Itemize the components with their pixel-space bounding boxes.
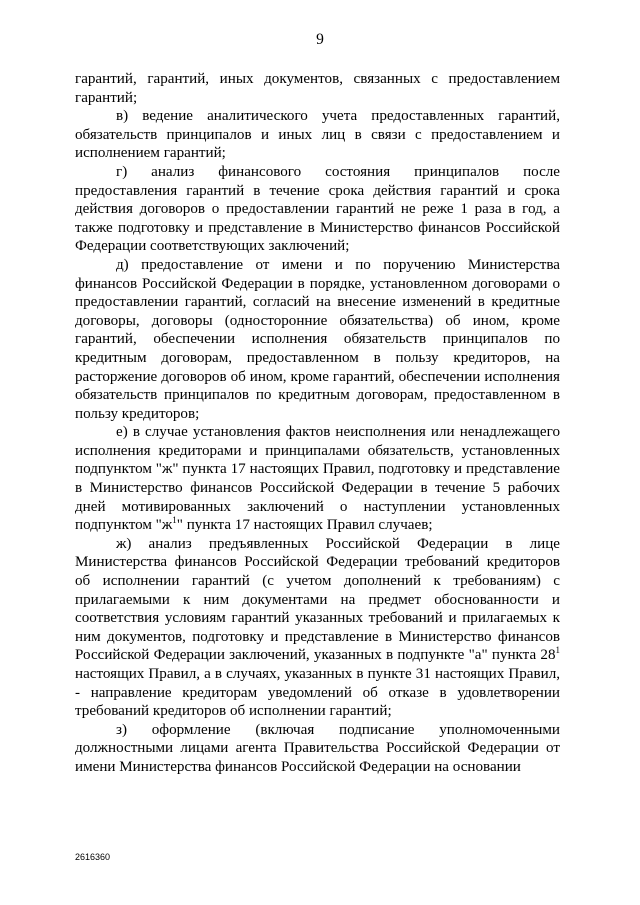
paragraph-continuation: гарантий, гарантий, иных документов, связанных с предоставлением гарантий; [75, 71, 560, 106]
paragraph-zh-text-a: ж) анализ предъявленных Российской Федерации в лице Министерства финансов Российской Федерации требований кредиторов об исполнении гарантий (с учетом дополнений к требованиям) с прилагаемыми к ним документами на предмет обоснованности и соответствия условиям гарантий указанных требований и прилагаемых к ним документов, подготовку и представление в Министерство финансов Российской Федерации заключений, указанных в подпункте "а" пункта 28 [75, 535, 560, 664]
paragraph-e-superscript: 1 [172, 515, 177, 526]
paragraph-zh-text-b: настоящих Правил, а в случаях, указанных в пункте 31 настоящих Правил, - направление кредиторам уведомлений об отказе в удовлетворении требований кредиторов об исполнении гарантий; [75, 666, 560, 720]
body-text [75, 70, 560, 777]
document-code: 2616360 [75, 852, 111, 862]
paragraph-e-text-b: " пункта 17 настоящих Правил случаев; [176, 517, 433, 534]
paragraph-v: в) ведение аналитического учета предоставленных гарантий, обязательств принципалов и иных лиц в связи с предоставлением и исполнением гарантий; [75, 108, 560, 162]
paragraph-e [75, 423, 560, 535]
paragraph-zh-superscript: 1 [555, 645, 560, 656]
paragraph-z: з) оформление (включая подписание уполномоченными должностными лицами агента Правительства Российской Федерации от имени Министерства финансов Российской Федерации на основании [75, 721, 560, 775]
paragraph-g: г) анализ финансового состояния принципалов после предоставления гарантий в течение срока действия гарантий и срока действия договоров о предоставлении гарантий не реже 1 раза в год, а также подготовку и представление в Министерство финансов Российской Федерации соответствующих заключений; [75, 163, 560, 255]
page-number: 9 [316, 31, 324, 48]
paragraph-zh [75, 535, 560, 721]
paragraph-d: д) предоставление от имени и по поручению Министерства финансов Российской Федерации в порядке, установленном договорами о предоставлении гарантий, согласий на внесение изменений в кредитные договоры, договоры (односторонние обязательства) об ином, кроме гарантий, обеспечении исполнения обязательств принципалов по кредитным договорам, предоставленном в пользу кредиторов, на расторжение договоров об ином, кроме гарантий, обеспечении исполнения обязательств принципалов по кредитным договорам, предоставленном в пользу кредиторов; [75, 256, 560, 422]
paragraph-e-text-a: е) в случае установления фактов неисполнения или ненадлежащего исполнения кредиторами и принципалами обязательств, установленных подпунктом "ж" пункта 17 настоящих Правил, подготовку и представление в Министерство финансов Российской Федерации в течение 5 рабочих дней мотивированных заключений о наступлении установленных подпунктом "ж [75, 424, 560, 534]
